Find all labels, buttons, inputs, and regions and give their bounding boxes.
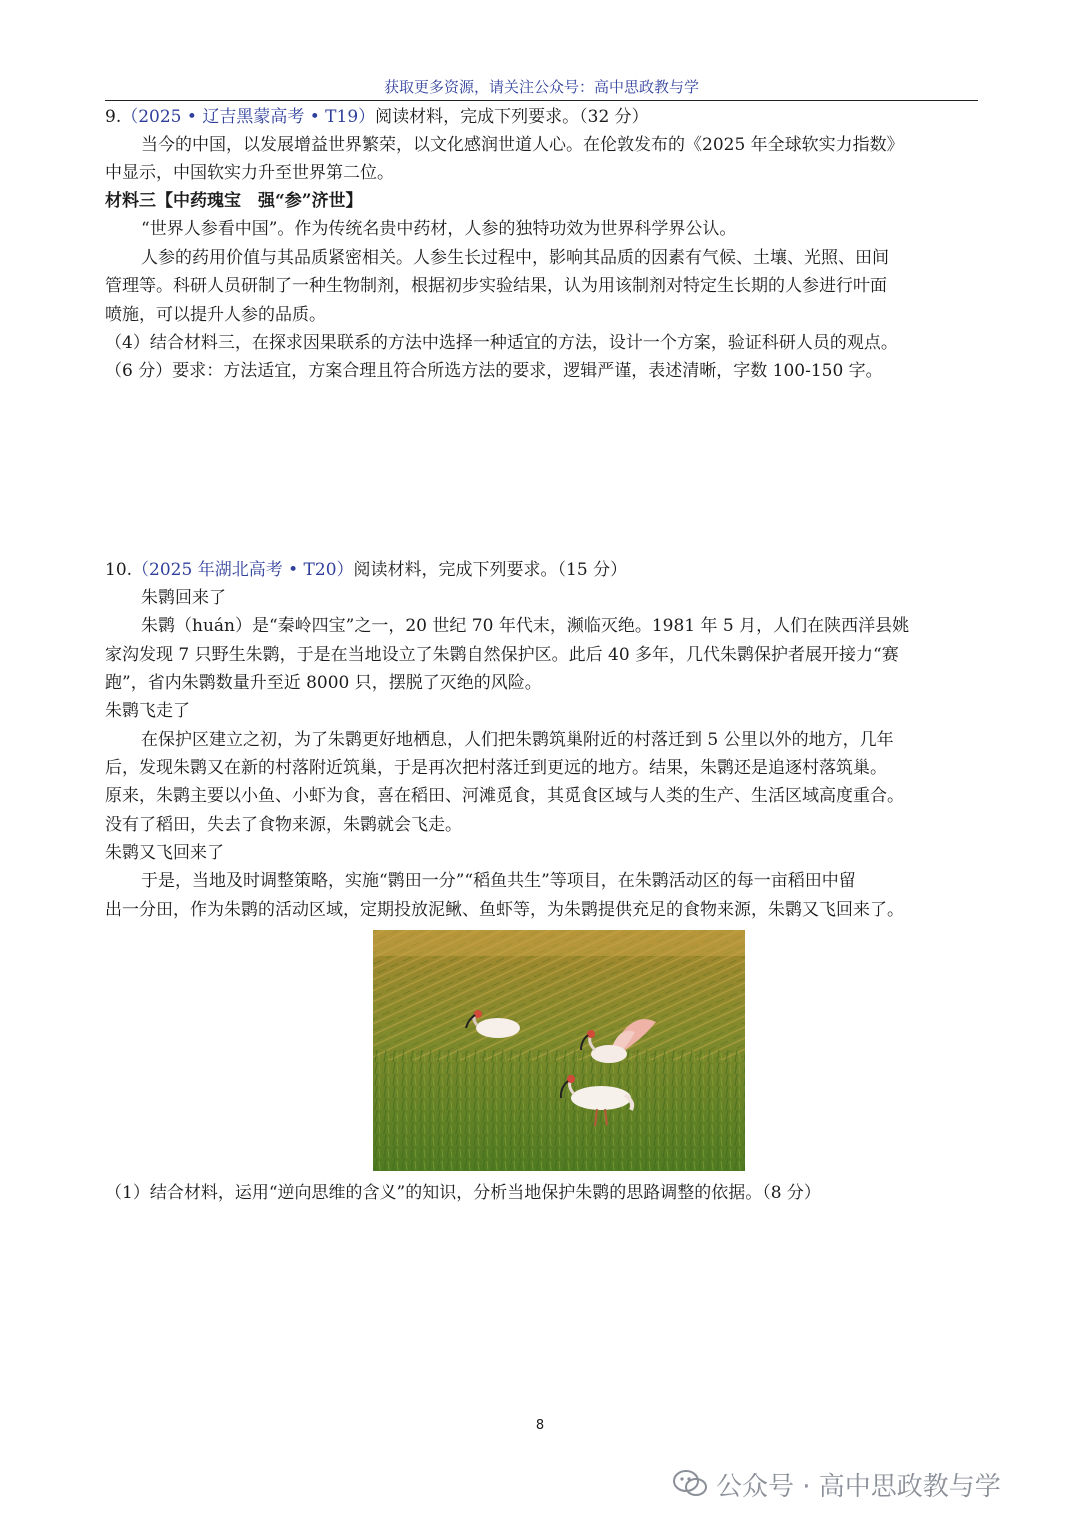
q9-prompt: 阅读材料，完成下列要求。（32 分）: [375, 107, 649, 127]
page-header: 获取更多资源，请关注公众号：高中思政教与学: [105, 76, 978, 101]
q10-source: （2025 年湖北高考 • T20）: [132, 560, 354, 580]
q10-task: （1）结合材料，运用“逆向思维的含义”的知识，分析当地保护朱鹮的思路调整的依据。（8 分）: [105, 1183, 821, 1203]
q10-paragraph-line: 原来，朱鹮主要以小鱼、小虾为食，喜在稻田、河滩觅食，其觅食区域与人类的生产、生活区域高度重合。: [105, 786, 904, 806]
watermark: [672, 1462, 1001, 1506]
q10-number: 10.: [105, 560, 133, 580]
q10-subheading: 朱鹮回来了: [141, 588, 226, 608]
q10-paragraph-line: 家沟发现 7 只野生朱鹮，于是在当地设立了朱鹮自然保护区。此后 40 多年，几代朱鹮保护者展开接力“赛: [105, 645, 899, 665]
q9-material-title: 材料三【中药瑰宝 强“参”济世】: [105, 191, 363, 211]
q9-task-line: （4）结合材料三，在探求因果联系的方法中选择一种适宜的方法，设计一个方案，验证科研人员的观点。: [105, 333, 898, 353]
q10-paragraph-line: 朱鹮（huán）是“秦岭四宝”之一，20 世纪 70 年代末，濒临灭绝。1981 年 5 月，人们在陕西洋县姚: [141, 616, 910, 636]
q10-paragraph-line: 于是，当地及时调整策略，实施“鹮田一分”“稻鱼共生”等项目，在朱鹮活动区的每一亩稻田中留: [141, 871, 856, 891]
q10-paragraph-line: 没有了稻田，失去了食物来源，朱鹮就会飞走。: [105, 815, 462, 835]
watermark-text: 公众号 · 高中思政教与学: [716, 1471, 1001, 1502]
wechat-icon: [672, 1469, 708, 1499]
page-number: 8: [535, 1418, 545, 1433]
q10-subheading: 朱鹮又飞回来了: [105, 843, 224, 863]
q10-paragraph-line: 出一分田，作为朱鹮的活动区域，定期投放泥鳅、鱼虾等，为朱鹮提供充足的食物来源，朱鹮又飞回来了。: [105, 900, 904, 920]
q9-material-line: 人参的药用价值与其品质紧密相关。人参生长过程中，影响其品质的因素有气候、土壤、光照、田间: [141, 248, 889, 268]
crested-ibis-photo: [373, 930, 745, 1171]
ibis-rice-field-illustration: [373, 930, 745, 1171]
q10-paragraph-line: 后，发现朱鹮又在新的村落附近筑巢，于是再次把村落迁到更远的地方。结果，朱鹮还是追逐村落筑巢。: [105, 758, 887, 778]
q10-heading: [105, 556, 627, 584]
q9-material-line: “世界人参看中国”。作为传统名贵中药材，人参的独特功效为世界科学界公认。: [141, 219, 737, 239]
q9-intro-line: 当今的中国，以发展增益世界繁荣，以文化感润世道人心。在伦敦发布的《2025 年全球软实力指数》: [141, 135, 904, 155]
q10-paragraph-line: 在保护区建立之初，为了朱鹮更好地栖息，人们把朱鹮筑巢附近的村落迁到 5 公里以外的地方，几年: [141, 730, 894, 750]
q9-task-line: （6 分）要求：方法适宜，方案合理且符合所选方法的要求，逻辑严谨，表述清晰，字数 100-150 字。: [105, 361, 883, 381]
q9-intro-line: 中显示，中国软实力升至世界第二位。: [105, 163, 394, 183]
q9-material-line: 喷施，可以提升人参的品质。: [105, 305, 326, 325]
q10-subheading: 朱鹮飞走了: [105, 701, 190, 721]
q9-material-line: 管理等。科研人员研制了一种生物制剂，根据初步实验结果，认为用该制剂对特定生长期的人参进行叶面: [105, 276, 887, 296]
q9-heading: [105, 103, 649, 131]
q10-paragraph-line: 跑”，省内朱鹮数量升至近 8000 只，摆脱了灭绝的风险。: [105, 673, 542, 693]
q9-source: （2025 • 辽吉黑蒙高考 • T19）: [121, 107, 376, 127]
q9-number: 9.: [105, 107, 122, 127]
q10-prompt: 阅读材料，完成下列要求。（15 分）: [353, 560, 628, 580]
